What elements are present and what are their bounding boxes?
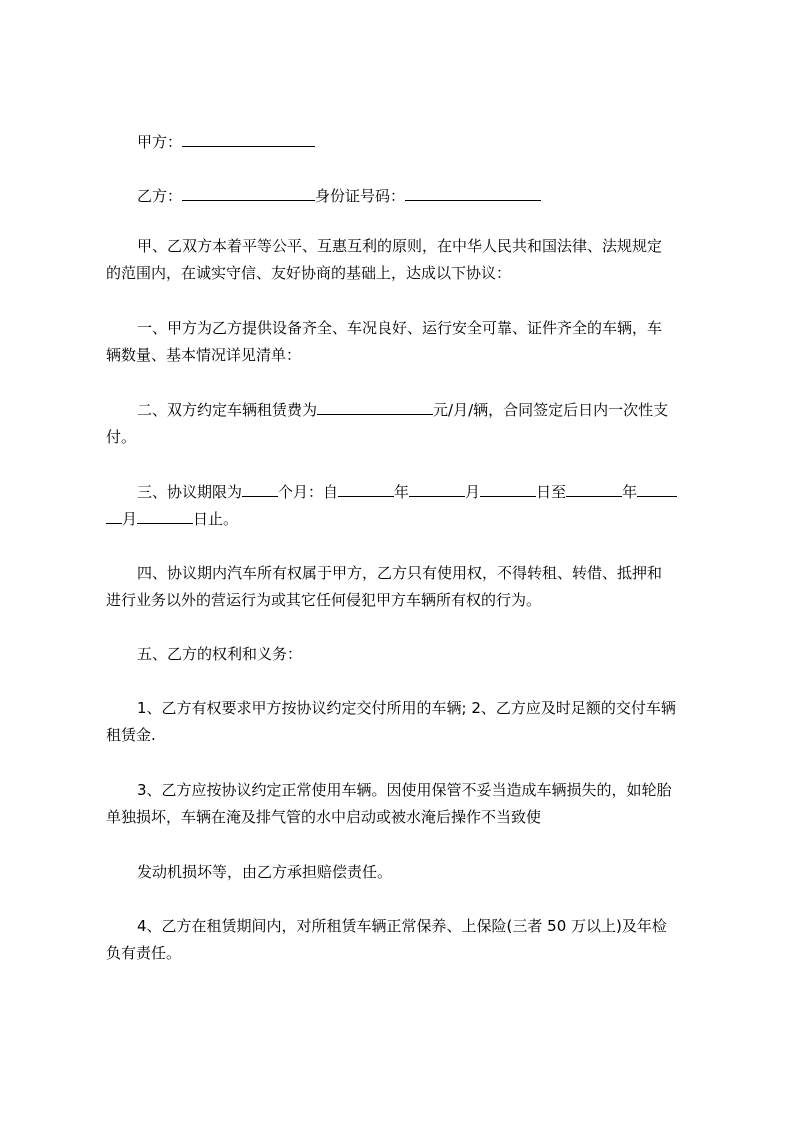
clause-3-end-label: 日止。 (193, 510, 239, 528)
clause-5-title: 五、乙方的权利和义务： (137, 645, 303, 663)
start-month-blank (409, 481, 465, 497)
clause-3-months-label: 个月：自 (278, 483, 339, 501)
end-month-blank-part1 (637, 481, 677, 497)
clause-2-prefix: 二、双方约定车辆租赁费为 (137, 401, 318, 419)
clause-1-line-1: 一、甲方为乙方提供设备齐全、车况良好、运行安全可靠、证件齐全的车辆，车 (137, 319, 663, 337)
months-blank (242, 481, 278, 497)
start-day-blank (480, 481, 536, 497)
intro-line-2: 的范围内，在诚实守信、友好协商的基础上，达成以下协议： (106, 264, 512, 282)
item-1-line-1: 1、乙方有权要求甲方按协议约定交付所用的车辆; 2、乙方应及时足额的交付车辆 (137, 699, 676, 717)
item-4-line-2: 负有责任。 (106, 944, 182, 962)
clause-3-end-year-label: 年 (622, 483, 638, 501)
clause-3-line-2 (106, 505, 706, 533)
item-3-line-2: 单独损坏，车辆在淹及排气管的水中启动或被水淹后操作不当致使 (106, 808, 542, 826)
clause-2-line-1 (106, 396, 737, 424)
clause-3-month-label: 月 (465, 483, 481, 501)
clause-2-suffix: 元/月/辆，合同签定后日内一次性支 (433, 401, 669, 419)
rent-amount-blank (317, 399, 433, 415)
clause-2-line-2: 付。 (106, 428, 137, 446)
clause-1-line-2: 辆数量、基本情况详见清单： (106, 346, 302, 364)
party-a-label: 甲方： (137, 133, 183, 151)
party-a-line (106, 128, 737, 156)
item-4-line-1: 4、乙方在租赁期间内，对所租赁车辆正常保养、上保险(三者 50 万以上)及年检 (137, 917, 667, 935)
clause-3-line-1 (106, 478, 737, 506)
party-b-line (106, 182, 737, 210)
intro-line-1: 甲、乙双方本着平等公平、互惠互利的原则，在中华人民共和国法律、法规规定 (137, 237, 663, 255)
end-month-blank-part2 (106, 508, 122, 524)
item-1-line-2: 租赁金. (106, 726, 156, 744)
clause-3-prefix: 三、协议期限为 (137, 483, 243, 501)
item-3-line-1: 3、乙方应按协议约定正常使用车辆。因使用保管不妥当造成车辆损失的，如轮胎 (137, 781, 672, 799)
id-number-blank (405, 185, 541, 201)
party-b-label: 乙方： (137, 187, 183, 205)
clause-3-year-label: 年 (394, 483, 410, 501)
id-number-label: 身份证号码： (315, 187, 406, 205)
party-b-blank (182, 185, 315, 201)
item-3-line-3: 发动机损坏等，由乙方承担赔偿责任。 (137, 863, 393, 881)
clause-4-line-1: 四、协议期内汽车所有权属于甲方，乙方只有使用权，不得转租、转借、抵押和 (137, 564, 663, 582)
end-day-blank (137, 508, 193, 524)
clause-3-day-to-label: 日至 (536, 483, 567, 501)
start-year-blank (338, 481, 394, 497)
party-a-blank (182, 131, 315, 147)
end-year-blank (566, 481, 622, 497)
clause-3-end-month-label: 月 (122, 510, 138, 528)
clause-4-line-2: 进行业务以外的营运行为或其它任何侵犯甲方车辆所有权的行为。 (106, 591, 542, 609)
